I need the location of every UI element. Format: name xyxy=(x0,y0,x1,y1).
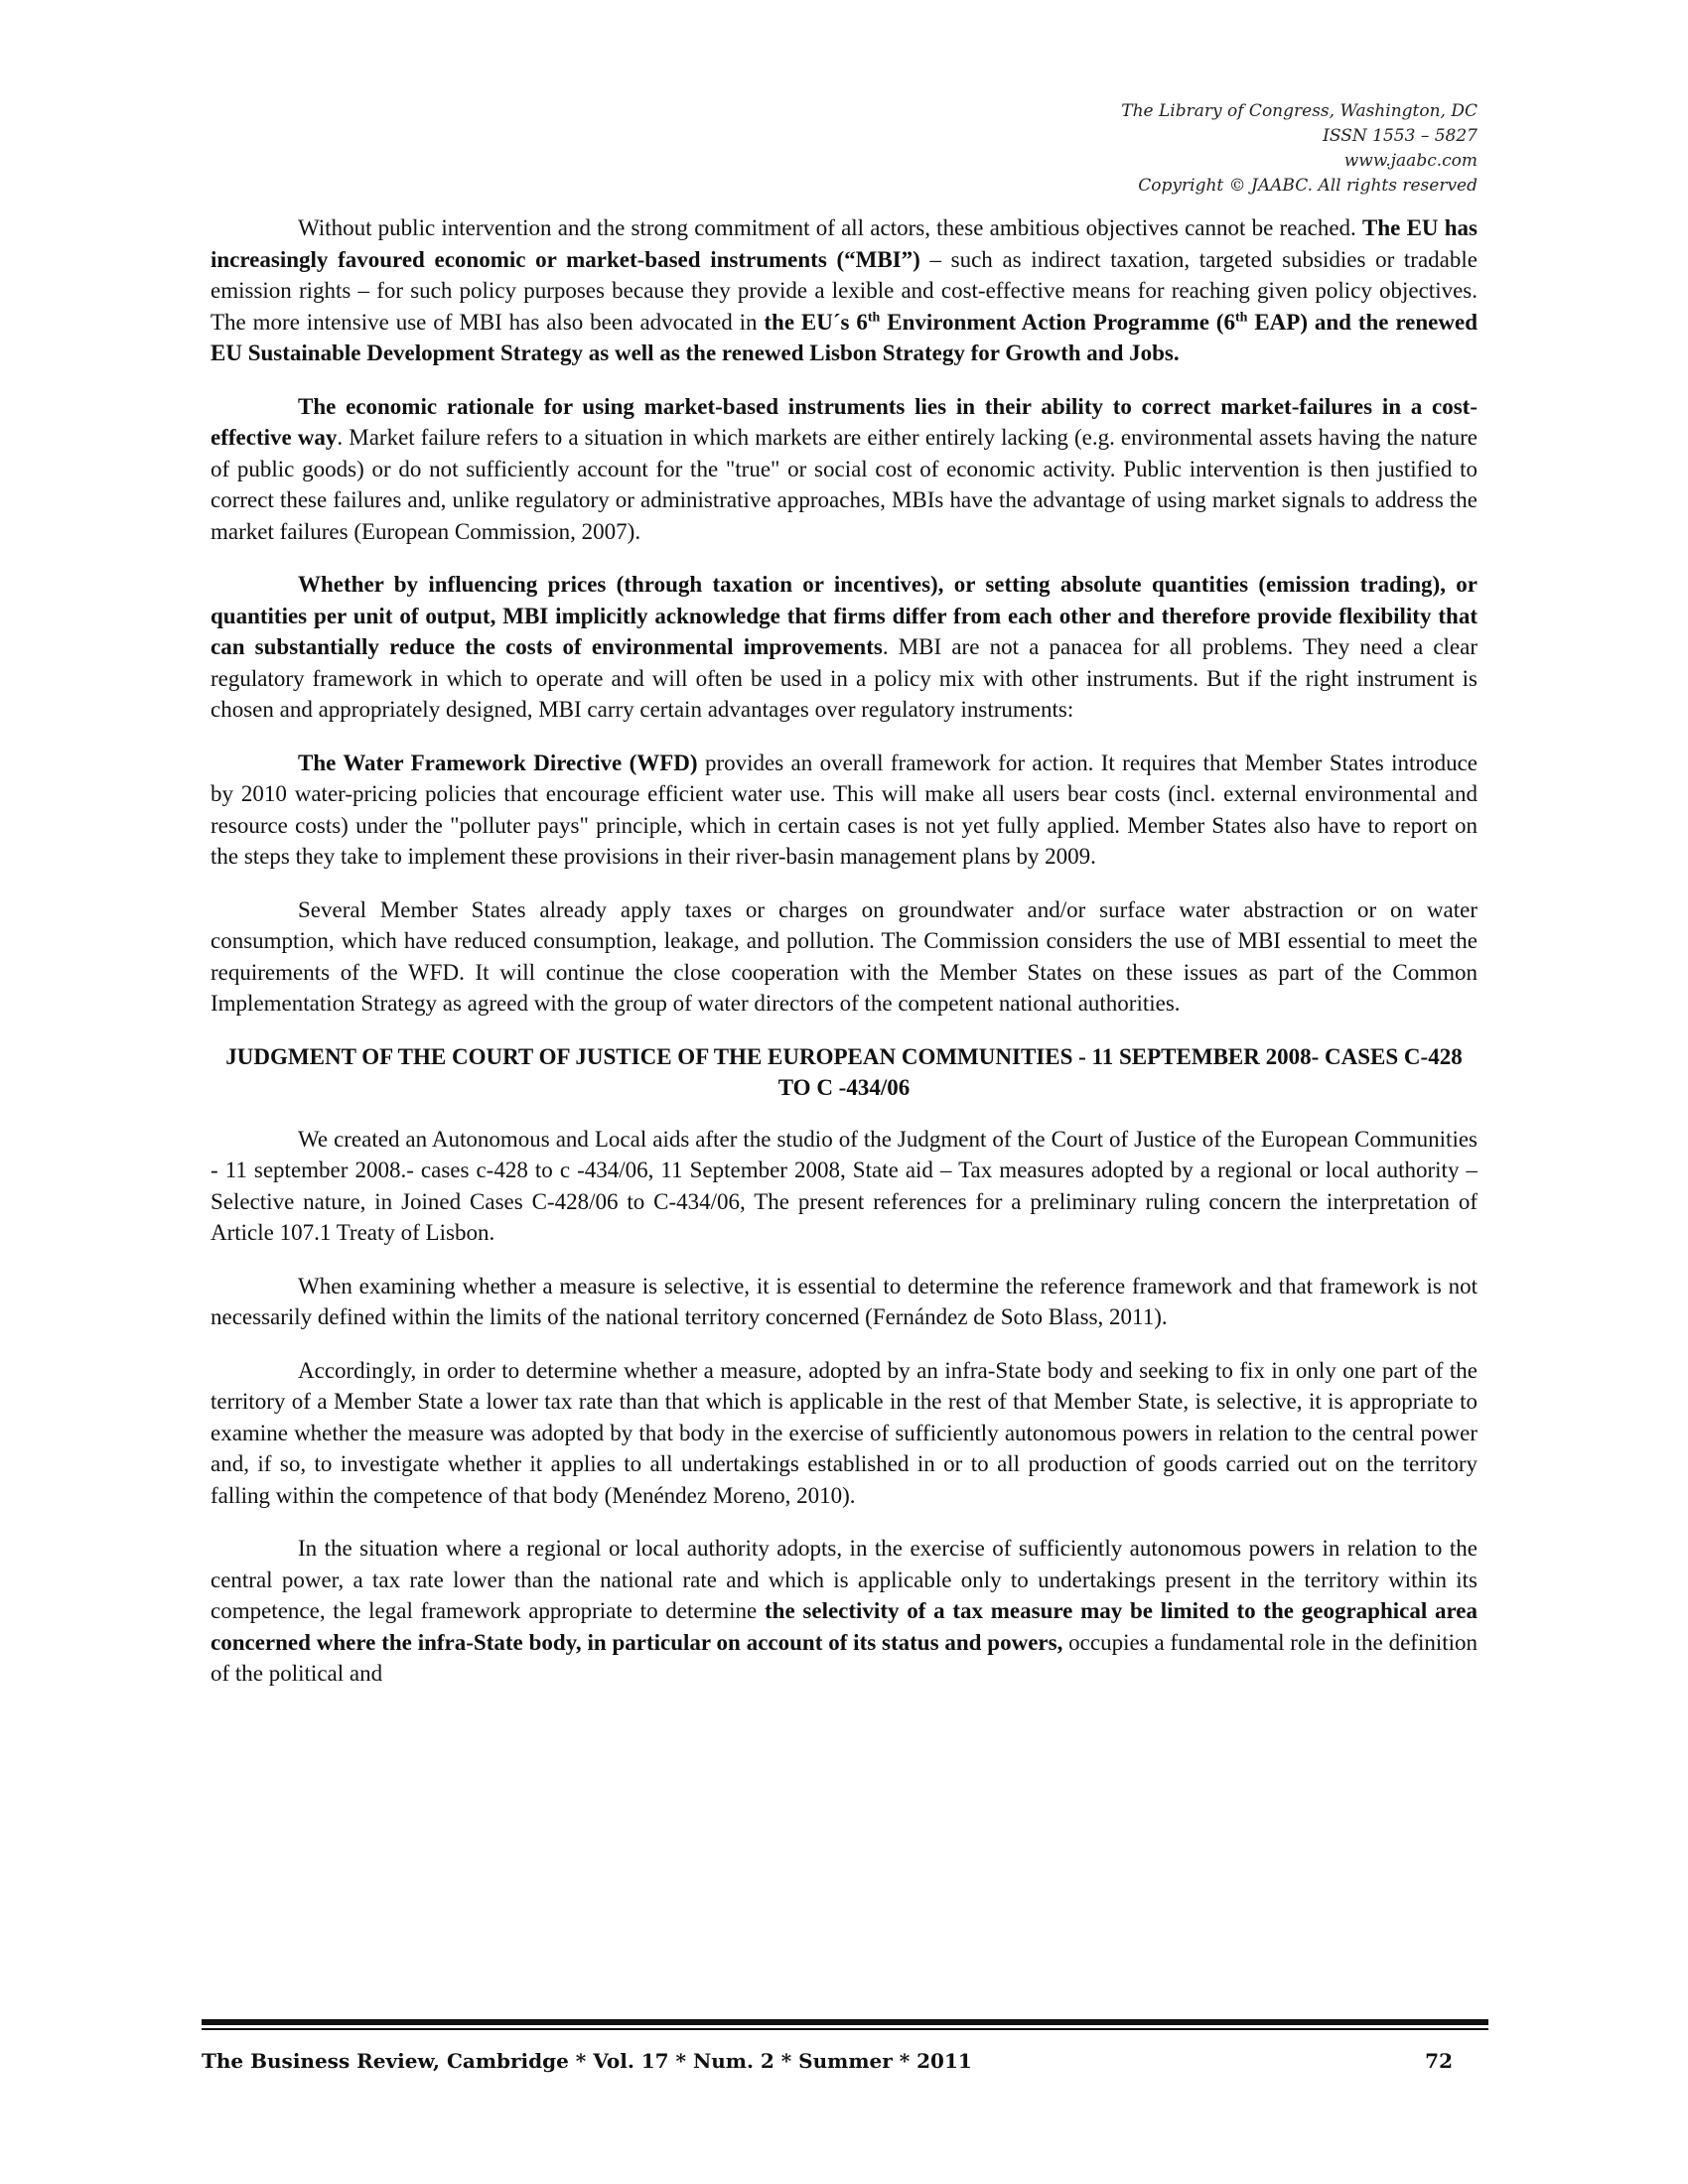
header-issn-line: ISSN 1553 – 5827 xyxy=(1323,126,1477,146)
bold-text-run: The economic rationale for using market-based instruments lies in their ability to correct market-failures in a cost-effective way xyxy=(211,393,1477,450)
footer-divider-thin xyxy=(202,2028,1488,2030)
paragraph-member-states-taxes: Several Member States already apply taxes or charges on groundwater and/or surface water abstraction or on water consumption, which have reduced consumption, leakage, and pollution. The Commission considers the use of MBI essential to meet the requirements of the WFD. It will continue the close cooperation with the Member States on these issues as part of the Common Implementation Strategy as agreed with the group of water directors of the competent national authorities. xyxy=(211,896,1477,1016)
text-run: In the situation where a regional or local authority adopts, in the exercise of sufficiently autonomous powers in relation to the central power, a tax rate lower than the national rate and which is applicable only to undertakings present in the territory within its competence, the legal framework appropriate to determine xyxy=(211,1536,1477,1623)
paragraph-regional-authority xyxy=(211,1533,1477,1690)
text-run: occupies a fundamental role in the definition of the political and xyxy=(211,1629,1478,1686)
paragraph-selective-measure: When examining whether a measure is selective, it is essential to determine the reference framework and that framework is not necessarily defined within the limits of the national territory concerned (Fernández de Soto Blass, 2011). xyxy=(211,1273,1477,1329)
header-library-line: The Library of Congress, Washington, DC xyxy=(1121,101,1477,121)
paragraph-public-intervention xyxy=(211,212,1477,369)
footer-journal-citation: The Business Review, Cambridge * Vol. 17 * Num. 2 * Summer * 2011 xyxy=(202,2049,972,2073)
paragraph-influencing-prices xyxy=(211,569,1477,726)
text-run: EAP) and the renewed EU Sustainable Development Strategy as well as the renewed Lisbon Strategy for Growth and Jobs. xyxy=(211,309,1478,365)
section-heading-judgment: JUDGMENT OF THE COURT OF JUSTICE OF THE EUROPEAN COMMUNITIES - 11 SEPTEMBER 2008- CASES C-428 TO C -434/06 xyxy=(225,1043,1463,1100)
text-run: the EU´s 6 xyxy=(764,309,868,335)
text-run: provides an overall framework for action. It requires that Member States introduce by 2010 water-pricing policies that encourage efficient water use. This will make all users bear costs (incl. external environmental and resource costs) under the "polluter pays" principle, which in certain cases is not yet fully applied. Member States also have to report on the steps they take to implement these provisions in their river-basin management plans by 2009. xyxy=(211,750,1477,869)
bold-text-run: The Water Framework Directive (WFD) xyxy=(298,750,698,775)
text-run: Without public intervention and the strong commitment of all actors, these ambitious objectives cannot be reached. xyxy=(298,215,1363,240)
paragraph-autonomous-aids: We created an Autonomous and Local aids after the studio of the Judgment of the Court of Justice of the European Communities - 11 september 2008.- cases c-428 to c -434/06, 11 September 2008, State aid – Tax measures adopted by a regional or local authority – Selective nature, in Joined Cases C-428/06 to C-434/06, The present references for a preliminary ruling concern the interpretation of Article 107.1 Treaty of Lisbon. xyxy=(211,1126,1477,1245)
text-run: Environment Action Programme (6 xyxy=(880,309,1235,335)
paragraph-water-framework xyxy=(211,748,1477,873)
superscript: th xyxy=(1234,309,1248,325)
article-body xyxy=(211,212,1477,1711)
paragraph-infra-state-body: Accordingly, in order to determine whether a measure, adopted by an infra-State body and seeking to fix in only one part of the territory of a Member State a lower tax rate than that which is applicable in the rest of that Member State, is selective, it is appropriate to examine whether the measure was adopted by that body in the exercise of sufficiently autonomous powers in relation to the central power and, if so, to investigate whether it applies to all undertakings established in or to all production of goods carried out on the territory falling within the competence of that body (Menéndez Moreno, 2010). xyxy=(211,1357,1477,1508)
paragraph-economic-rationale xyxy=(211,391,1477,548)
text-run: . MBI are not a panacea for all problems. They need a clear regulatory framework in which to operate and will often be used in a policy mix with other instruments. But if the right instrument is chosen and appropriately designed, MBI carry certain advantages over regulatory instruments: xyxy=(211,634,1478,722)
text-run: . Market failure refers to a situation in which markets are either entirely lacking (e.g. environmental assets having the nature of public goods) or do not sufficiently account for the "true" or social cost of economic activity. Public intervention is then justified to correct these failures and, unlike regulatory or administrative approaches, MBIs have the advantage of using market signals to address the market failures (European Commission, 2007). xyxy=(211,425,1478,544)
header-copyright-line: Copyright © JAABC. All rights reserved xyxy=(1138,176,1477,196)
bold-text-run: Whether by influencing prices (through taxation or incentives), or setting absolute quantities (emission trading), or quantities per unit of output, MBI implicitly acknowledge that firms differ from each other and therefore provide flexibility that can substantially reduce the costs of environmental improvements xyxy=(211,572,1477,659)
page-header xyxy=(1121,99,1477,199)
bold-text-run: the selectivity of a tax measure may be limited to the geographical area concerned where the infra-State body, in particular on account of its status and powers, xyxy=(211,1598,1477,1655)
footer-divider-thick xyxy=(202,2019,1488,2025)
text-run: – such as indirect taxation, targeted subsidies or tradable emission rights – for such policy purposes because they provide a lexible and cost-effective means for reaching given policy objectives. The more intensive use of MBI has also been advocated in xyxy=(211,246,1477,335)
page-number: 72 xyxy=(1425,2049,1453,2073)
header-website-line: www.jaabc.com xyxy=(1343,151,1477,171)
superscript: th xyxy=(867,309,881,325)
bold-text-run: The EU has increasingly favoured economic or market-based instruments (“MBI”) xyxy=(211,215,1477,272)
